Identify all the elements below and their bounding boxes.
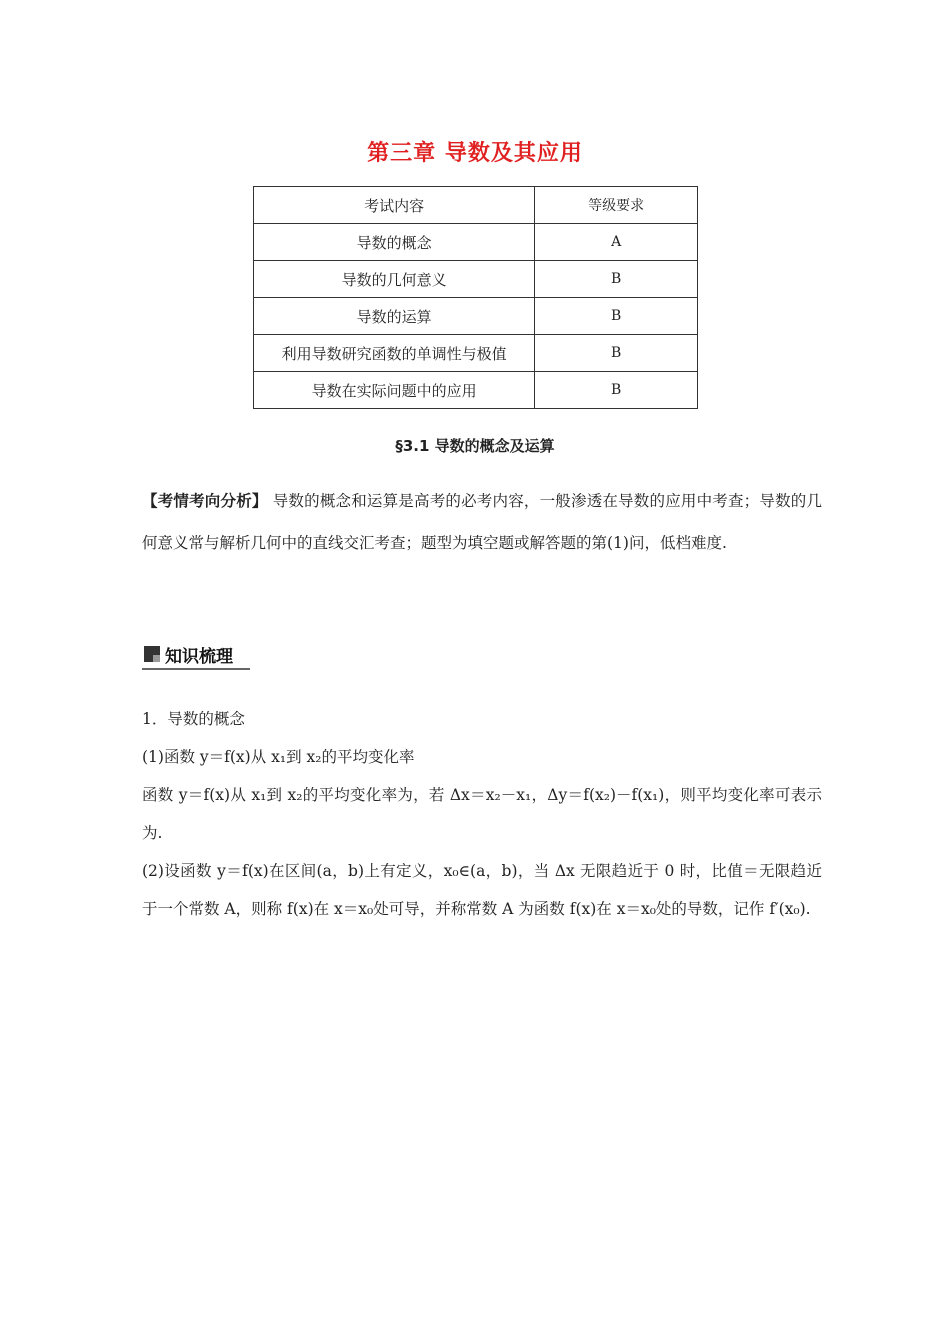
table-row [254,261,698,298]
row-content: 导数的概念 [254,224,535,261]
row-level: B [535,372,698,409]
header-content: 考试内容 [254,187,535,224]
row-content: 利用导数研究函数的单调性与极值 [254,335,535,372]
table-row [254,224,698,261]
section-title: §3.1 导数的概念及运算 [395,437,555,455]
table-row [254,372,698,409]
content-body [142,700,822,928]
item-1-heading: 1．导数的概念 [142,710,245,728]
chapter-title: 第三章 导数及其应用 [367,141,583,166]
row-content: 导数的几何意义 [254,261,535,298]
paragraph-1: 函数 y＝f(x)从 x₁到 x₂的平均变化率为，若 Δx＝x₂－x₁，Δy＝f(x₂)－f(x₁)，则平均变化率可表示为. [142,786,822,842]
row-content: 导数在实际问题中的应用 [254,372,535,409]
row-level: B [535,335,698,372]
table-header-row [254,187,698,224]
row-content: 导数的运算 [254,298,535,335]
analysis-paragraph [142,480,822,564]
row-level: B [535,261,698,298]
analysis-label: 【考情考向分析】 [142,491,268,510]
row-level: B [535,298,698,335]
subitem-1-heading: (1)函数 y＝f(x)从 x₁到 x₂的平均变化率 [142,748,415,766]
row-level: A [535,224,698,261]
paragraph-2: (2)设函数 y＝f(x)在区间(a，b)上有定义，x₀∈(a，b)，当 Δx 无限趋近于 0 时，比值＝无限趋近于一个常数 A，则称 f(x)在 x＝x₀处可导，并称常数 A 为函数 f(x)在 x＝x₀处的导数，记作 f′(x₀). [142,862,822,918]
table-row [254,335,698,372]
knowledge-heading-text: 知识梳理 [165,647,233,667]
analysis-text: 导数的概念和运算是高考的必考内容，一般渗透在导数的应用中考查；导数的几何意义常与解析几何中的直线交汇考查；题型为填空题或解答题的第(1)问，低档难度. [142,492,822,552]
knowledge-heading [142,640,252,670]
heading-underline [142,668,250,670]
section-marker-icon [144,646,160,662]
header-level: 等级要求 [535,187,698,224]
requirements-table [253,186,698,409]
table-row [254,298,698,335]
